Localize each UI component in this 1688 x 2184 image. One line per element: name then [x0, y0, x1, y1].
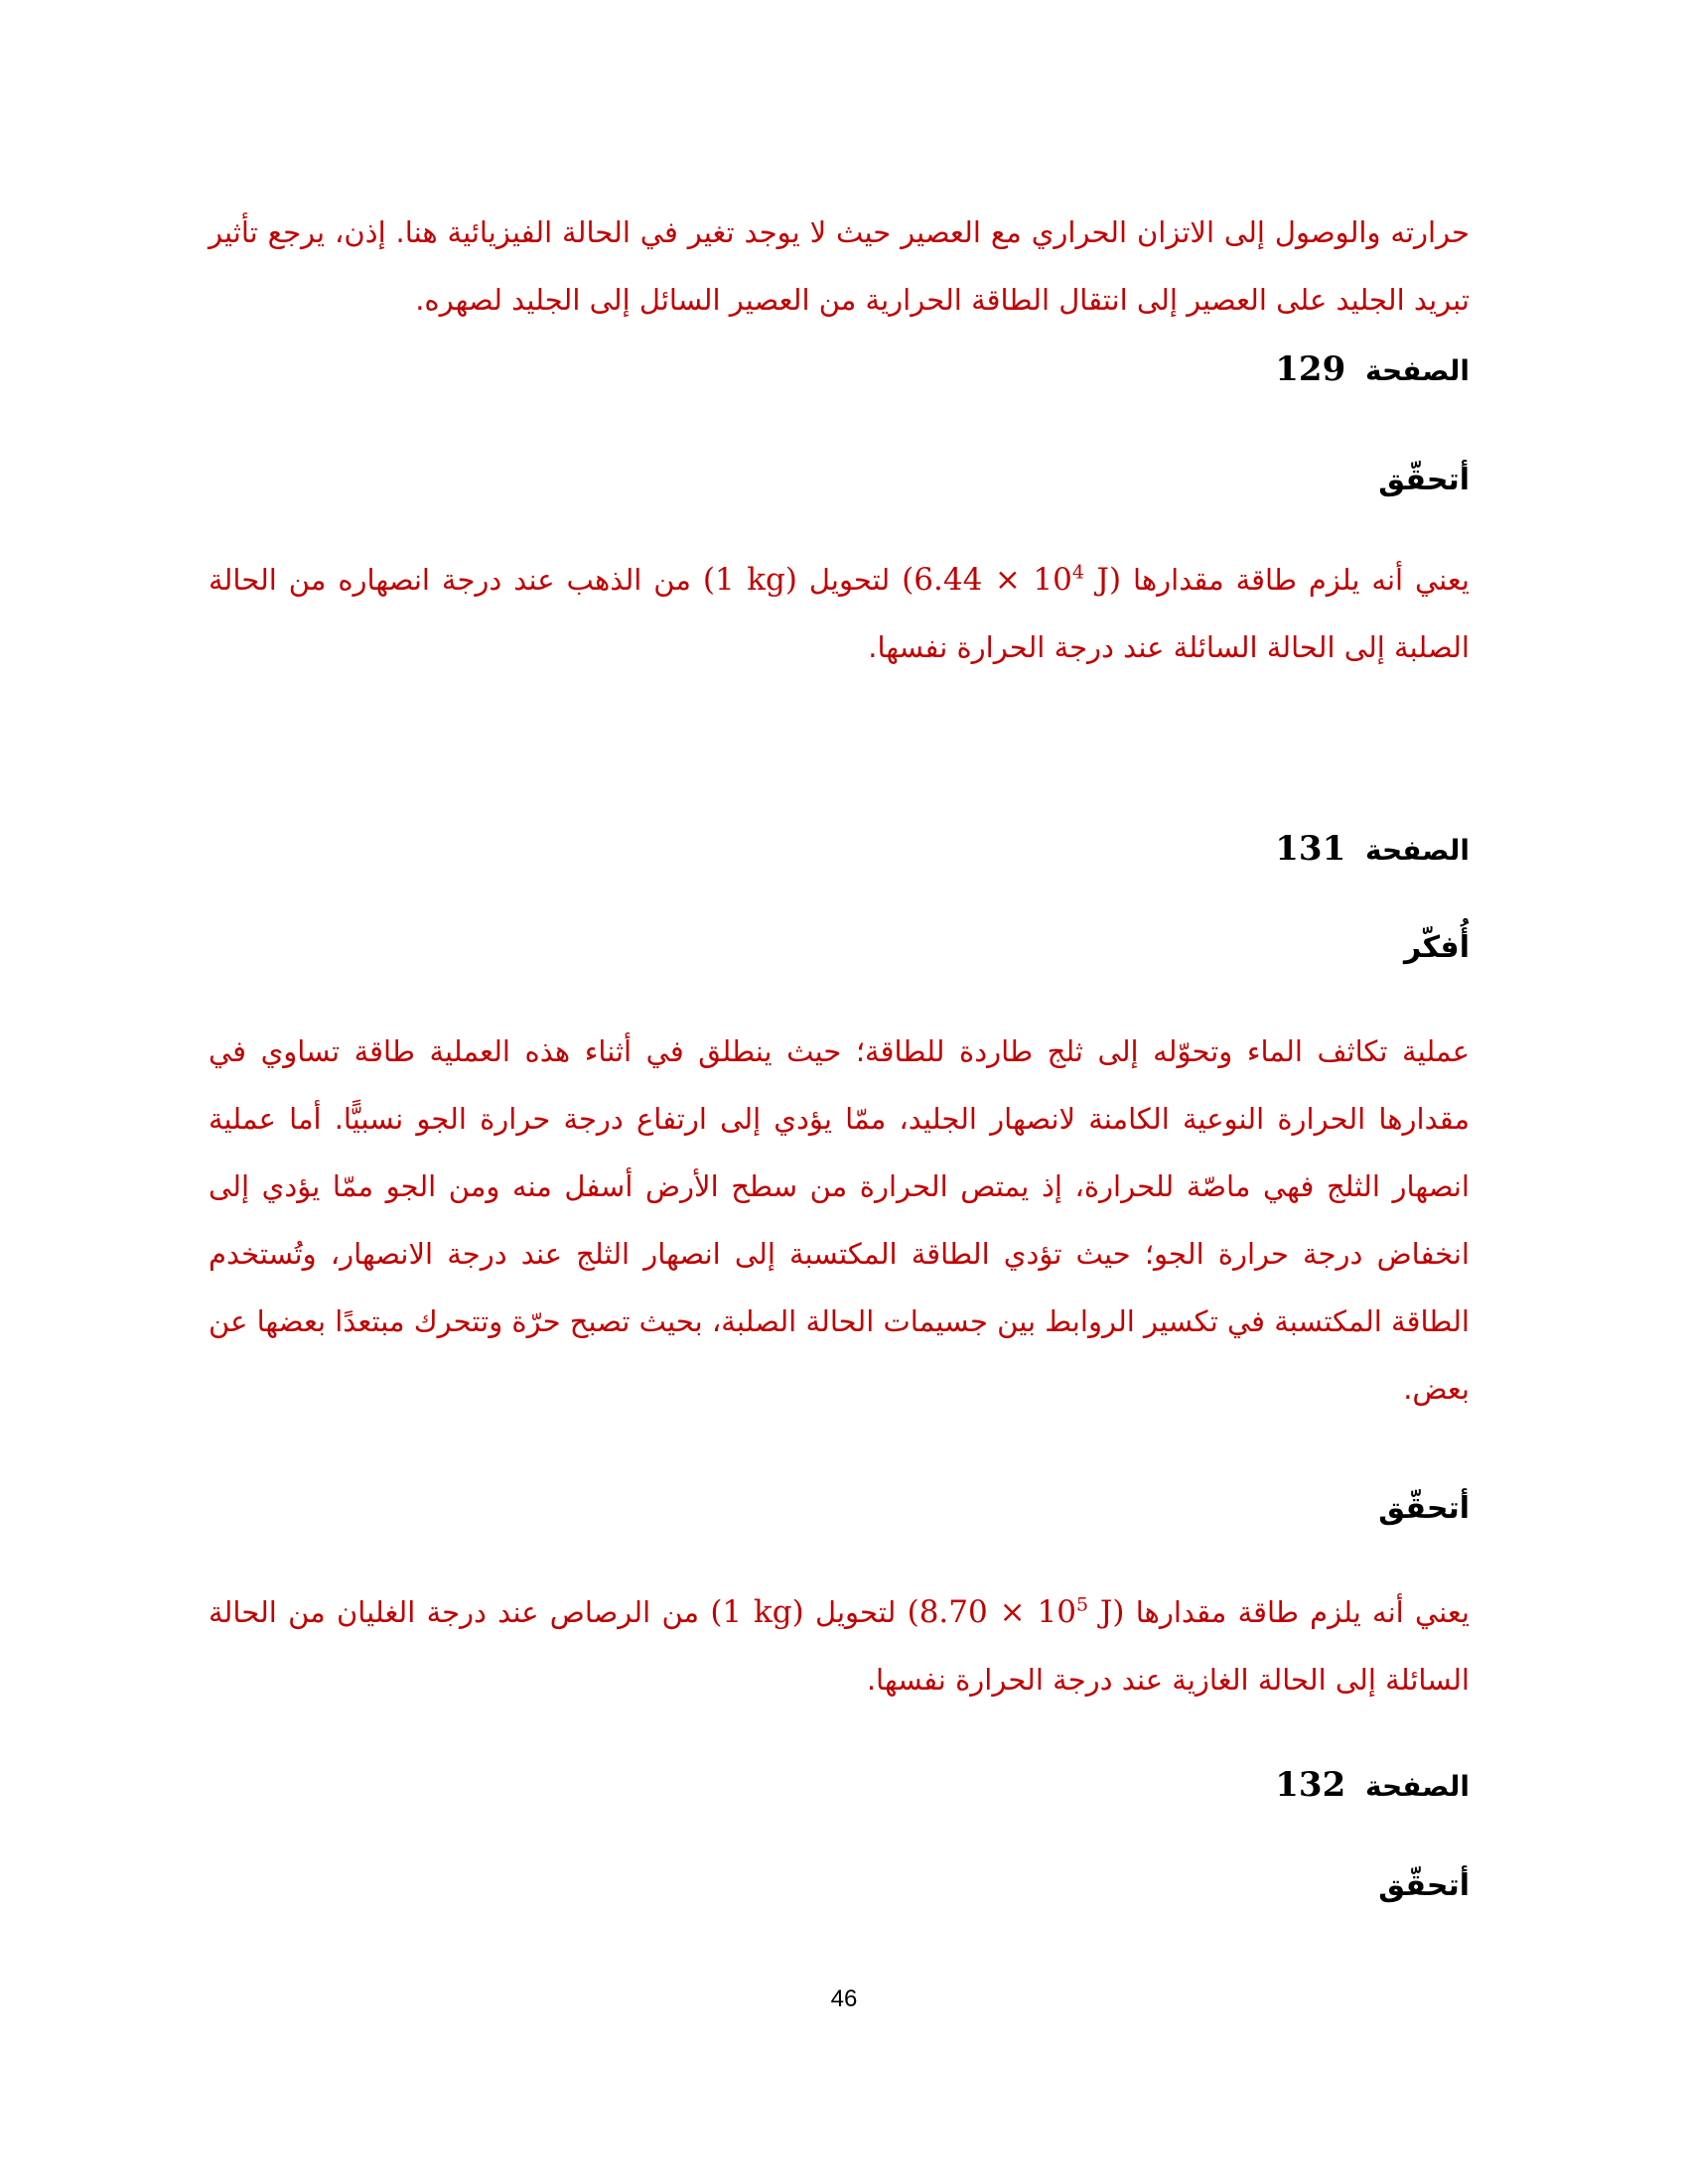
think-label: أُفكّر — [1403, 930, 1470, 965]
page-word: الصفحة — [1364, 1770, 1470, 1803]
page-word: الصفحة — [1364, 834, 1470, 867]
think-heading — [209, 928, 1470, 968]
paragraph-text: عملية تكاثف الماء وتحوّله إلى ثلج طاردة للطاقة؛ حيث ينطلق في أثناء هذه العملية طاقة تساوي في مقدارها الحرارة النوعية الكامنة لانصهار الجليد، ممّا يؤدي إلى ارتفاع درجة حرارة الجو نسبيًّا. أما عملية انصهار الثلج فهي ماصّة للحرارة، إذ يمتص الحرارة من سطح الأرض أسفل منه ومن الجو ممّا يؤدي إلى انخفاض درجة حرارة الجو؛ حيث تؤدي الطاقة المكتسبة إلى انصهار الثلج عند درجة الانصهار، وتُستخدم الطاقة المكتسبة في تكسير الروابط بين جسيمات الحالة الصلبة، بحيث تصبح حرّة وتتحرك مبتعدًا بعضها عن بعض. — [209, 1034, 1470, 1406]
math-unit: J) — [1083, 562, 1122, 598]
text-before: يعني أنه يلزم طاقة مقدارها — [1124, 1595, 1470, 1629]
page-heading-132 — [209, 1765, 1470, 1807]
footer-page-number: 46 — [830, 1985, 858, 2012]
paragraph-ice — [209, 1018, 1470, 1423]
check-label: أتحقّق — [1378, 463, 1470, 497]
page-heading-129 — [209, 349, 1470, 391]
check-heading-3 — [209, 1866, 1470, 1906]
text-after: من الرصاص عند درجة الغليان من الحالة السائلة إلى الحالة الغازية عند درجة الحرارة نفسها. — [209, 1595, 1470, 1697]
mass-value: (1 kg) — [702, 562, 797, 598]
math-exponent: 5 — [1075, 1593, 1089, 1616]
math-coefficient: 6.44 × 10 — [914, 562, 1072, 598]
check-label: أتحقّق — [1378, 1868, 1470, 1903]
mass-value: (1 kg) — [710, 1594, 804, 1630]
math-open: ( — [907, 1594, 919, 1630]
paragraph-gold — [209, 546, 1470, 681]
energy-value — [908, 1594, 1125, 1630]
math-open: ( — [902, 562, 914, 598]
page-word: الصفحة — [1364, 354, 1470, 387]
page-heading-131 — [209, 829, 1470, 871]
paragraph-text: حرارته والوصول إلى الاتزان الحراري مع العصير حيث لا يوجد تغير في الحالة الفيزيائية هنا. إذن، يرجع تأثير تبريد الجليد على العصير إلى انتقال الطاقة الحرارية من العصير السائل إلى الجليد لصهره. — [209, 215, 1470, 317]
math-exponent: 4 — [1071, 561, 1084, 584]
check-heading-1 — [209, 461, 1470, 500]
text-after: من الذهب عند درجة انصهاره من الحالة الصلبة إلى الحالة السائلة عند درجة الحرارة نفسها. — [209, 563, 1470, 664]
paragraph-lead — [209, 1578, 1470, 1713]
text-before: يعني أنه يلزم طاقة مقدارها — [1121, 563, 1470, 597]
check-label: أتحقّق — [1378, 1491, 1470, 1526]
paragraph-continuation — [209, 199, 1470, 334]
text-middle: لتحويل — [803, 1595, 908, 1629]
text-middle: لتحويل — [796, 563, 903, 597]
math-coefficient: 8.70 × 10 — [918, 1594, 1076, 1630]
page-number-131: 131 — [1275, 829, 1346, 869]
energy-value — [902, 562, 1121, 598]
page-number-132: 132 — [1275, 1765, 1346, 1805]
page-number-129: 129 — [1275, 349, 1346, 389]
check-heading-2 — [209, 1489, 1470, 1529]
math-unit: J) — [1088, 1594, 1125, 1630]
